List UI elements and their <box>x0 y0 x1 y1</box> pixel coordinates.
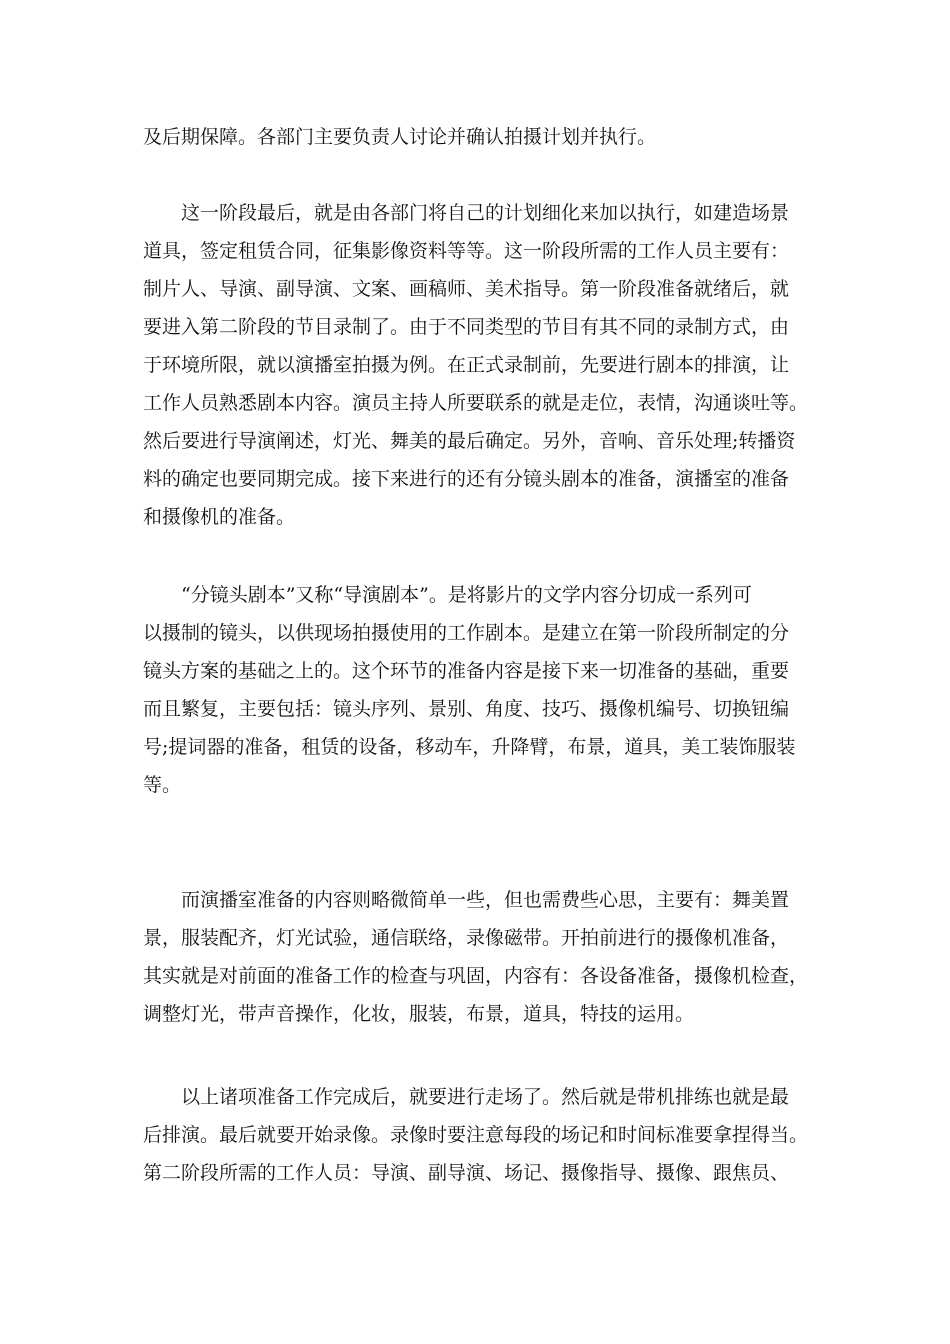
paragraph-2 <box>143 194 843 536</box>
paragraph-line: 其实就是对前面的准备工作的检查与巩固，内容有：各设备准备，摄像机检查， <box>143 965 809 987</box>
paragraph-line: 镜头方案的基础之上的。这个环节的准备内容是接下来一切准备的基础，重要 <box>143 660 790 682</box>
paragraph-line: 而演播室准备的内容则略微简单一些，但也需费些心思，主要有：舞美置 <box>181 889 790 911</box>
paragraph-line: 号;提词器的准备，租赁的设备，移动车，升降臂，布景，道具，美工装饰服装 <box>143 736 796 758</box>
paragraph-line: 工作人员熟悉剧本内容。演员主持人所要联系的就是走位，表情，沟通谈吐等。 <box>143 392 809 414</box>
paragraph-line: 于环境所限，就以演播室拍摄为例。在正式录制前，先要进行剧本的排演，让 <box>143 354 790 376</box>
paragraph-5 <box>143 1078 843 1192</box>
paragraph-3 <box>143 576 843 804</box>
paragraph-line: 以摄制的镜头，以供现场拍摄使用的工作剧本。是建立在第一阶段所制定的分 <box>143 622 790 644</box>
paragraph-line: 而且繁复，主要包括：镜头序列、景别、角度、技巧、摄像机编号、切换钮编 <box>143 698 790 720</box>
paragraph-line: 料的确定也要同期完成。接下来进行的还有分镜头剧本的准备，演播室的准备 <box>143 468 790 490</box>
paragraph-4 <box>143 881 843 1033</box>
paragraph-line: 制片人、导演、副导演、文案、画稿师、美术指导。第一阶段准备就绪后，就 <box>143 278 790 300</box>
paragraph-line: 及后期保障。各部门主要负责人讨论并确认拍摄计划并执行。 <box>143 126 657 148</box>
paragraph-line: 道具，签定租赁合同，征集影像资料等等。这一阶段所需的工作人员主要有： <box>143 240 790 262</box>
paragraph-line: 然后要进行导演阐述，灯光、舞美的最后确定。另外，音响、音乐处理;转播资 <box>143 430 796 452</box>
paragraph-line: 这一阶段最后，就是由各部门将自己的计划细化来加以执行，如建造场景 <box>181 202 790 224</box>
paragraph-line: “分镜头剧本”又称“导演剧本”。是将影片的文学内容分切成一系列可 <box>181 584 752 606</box>
paragraph-line: 要进入第二阶段的节目录制了。由于不同类型的节目有其不同的录制方式，由 <box>143 316 790 338</box>
paragraph-1 <box>143 118 843 156</box>
paragraph-line: 以上诸项准备工作完成后，就要进行走场了。然后就是带机排练也就是最 <box>181 1086 790 1108</box>
paragraph-line: 第二阶段所需的工作人员：导演、副导演、场记、摄像指导、摄像、跟焦员、 <box>143 1162 790 1184</box>
paragraph-line: 等。 <box>143 774 182 796</box>
paragraph-line: 调整灯光，带声音操作，化妆，服装，布景，道具，特技的运用。 <box>143 1003 695 1025</box>
paragraph-line: 和摄像机的准备。 <box>143 506 296 528</box>
paragraph-line: 后排演。最后就要开始录像。录像时要注意每段的场记和时间标准要拿捏得当。 <box>143 1124 809 1146</box>
paragraph-line: 景，服装配齐，灯光试验，通信联络，录像磁带。开拍前进行的摄像机准备， <box>143 927 790 949</box>
